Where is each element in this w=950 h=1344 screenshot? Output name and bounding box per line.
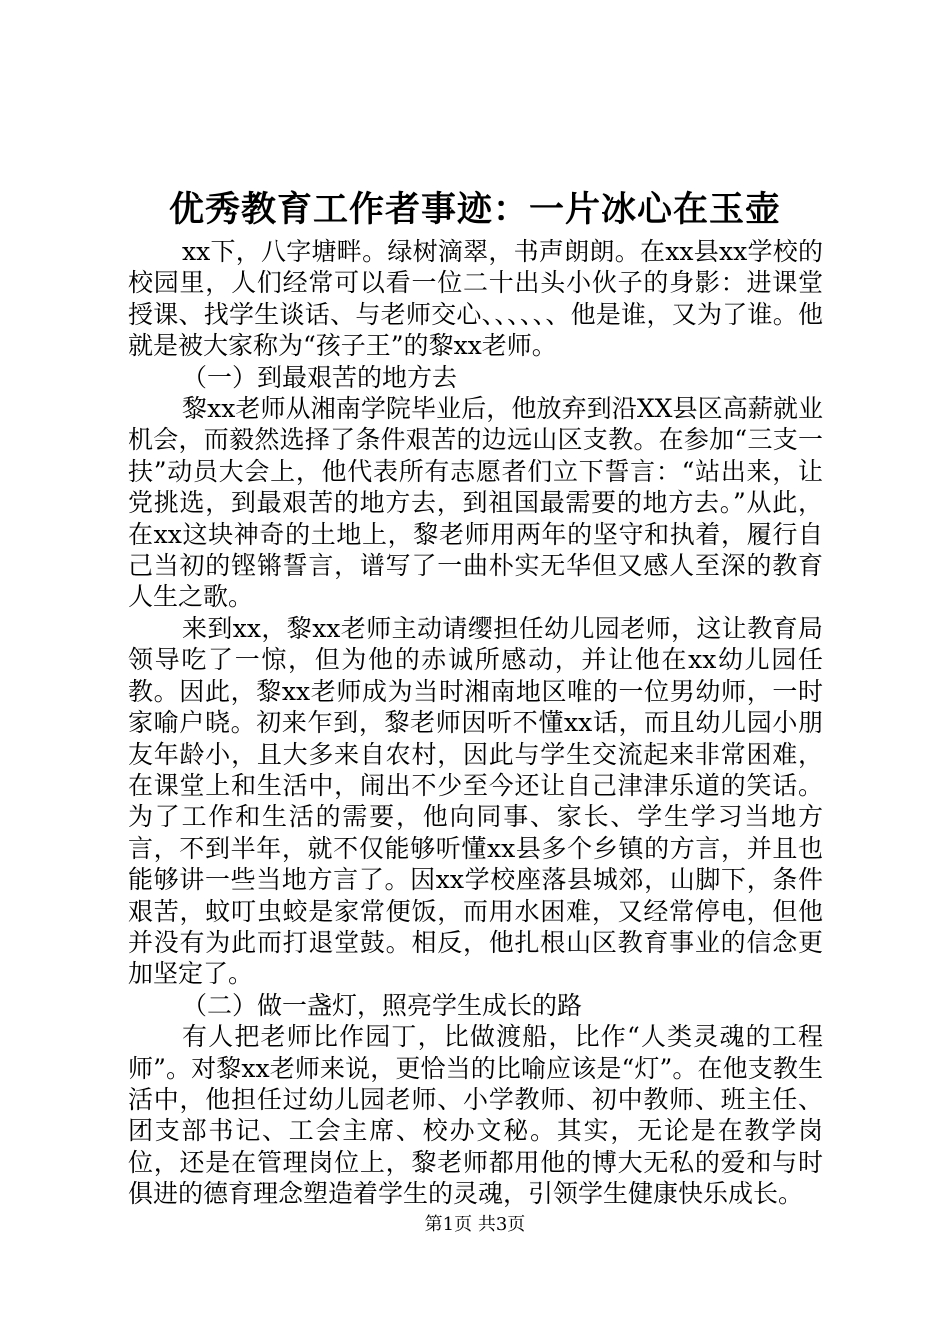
section-heading-1: （一）到最艰苦的地方去 bbox=[182, 362, 458, 392]
document-title: 优秀教育工作者事迹：一片冰心在玉壶 bbox=[168, 189, 781, 230]
paragraph-section-1: 黎xx老师从湘南学院毕业后，他放弃到沿XX县区高薪就业机会，而毅然选择了条件艰苦的边远山区支教。在参加“三支一扶”动员大会上，他代表所有志愿者们立下誓言：“站出来，让党挑选，到最艰苦的地方去，到祖国最需要的地方去。”从此，在xx这块神奇的土地上，黎老师用两年的坚守和执着，履行自己当初的铿锵誓言，谱写了一曲朴实无华但又感人至深的教育人生之歌。 bbox=[128, 394, 823, 612]
paragraph-section-2: 有人把老师比作园丁，比做渡船，比作“人类灵魂的工程师”。对黎xx老师来说，更恰当的比喻应该是“灯”。在他支教生活中，他担任过幼儿园老师、小学教师、初中教师、班主任、团支部书记、工会主席、校办文秘。其实，无论是在教学岗位，还是在管理岗位上，黎老师都用他的博大无私的爱和与时俱进的德育理念塑造着学生的灵魂，引领学生健康快乐成长。 bbox=[128, 1022, 823, 1209]
section-heading-2: （二）做一盏灯，照亮学生成长的路 bbox=[182, 990, 583, 1020]
paragraph-section-1-continued: 来到xx，黎xx老师主动请缨担任幼儿园老师，这让教育局领导吃了一惊，但为他的赤诚所感动，并让他在xx幼儿园任教。因此，黎xx老师成为当时湘南地区唯的一位男幼师，一时家喻户晓。初来乍到，黎老师因听不懂xx话，而且幼儿园小朋友年龄小，且大多来自农村，因此与学生交流起来非常困难，在课堂上和生活中，闹出不少至今还让自己津津乐道的笑话。为了工作和生活的需要，他向同事、家长、学生学习当地方言，不到半年，就不仅能够听懂xx县多个乡镇的方言，并且也能够讲一些当地方言了。因xx学校座落县城郊，山脚下，条件艰苦，蚊叮虫蛟是家常便饭，而用水困难，又经常停电，但他并没有为此而打退堂鼓。相反，他扎根山区教育事业的信念更加坚定了。 bbox=[128, 613, 823, 989]
document-body bbox=[128, 236, 823, 1210]
page-footer: 第1页 共3页 bbox=[424, 1214, 526, 1235]
paragraph-intro: xx下，八字塘畔。绿树滴翠，书声朗朗。在xx县xx学校的校园里，人们经常可以看一位二十出头小伙子的身影：进课堂授课、找学生谈话、与老师交心、、、、、、他是谁，又为了谁。他就是被大家称为“孩子王”的黎xx老师。 bbox=[128, 237, 823, 361]
